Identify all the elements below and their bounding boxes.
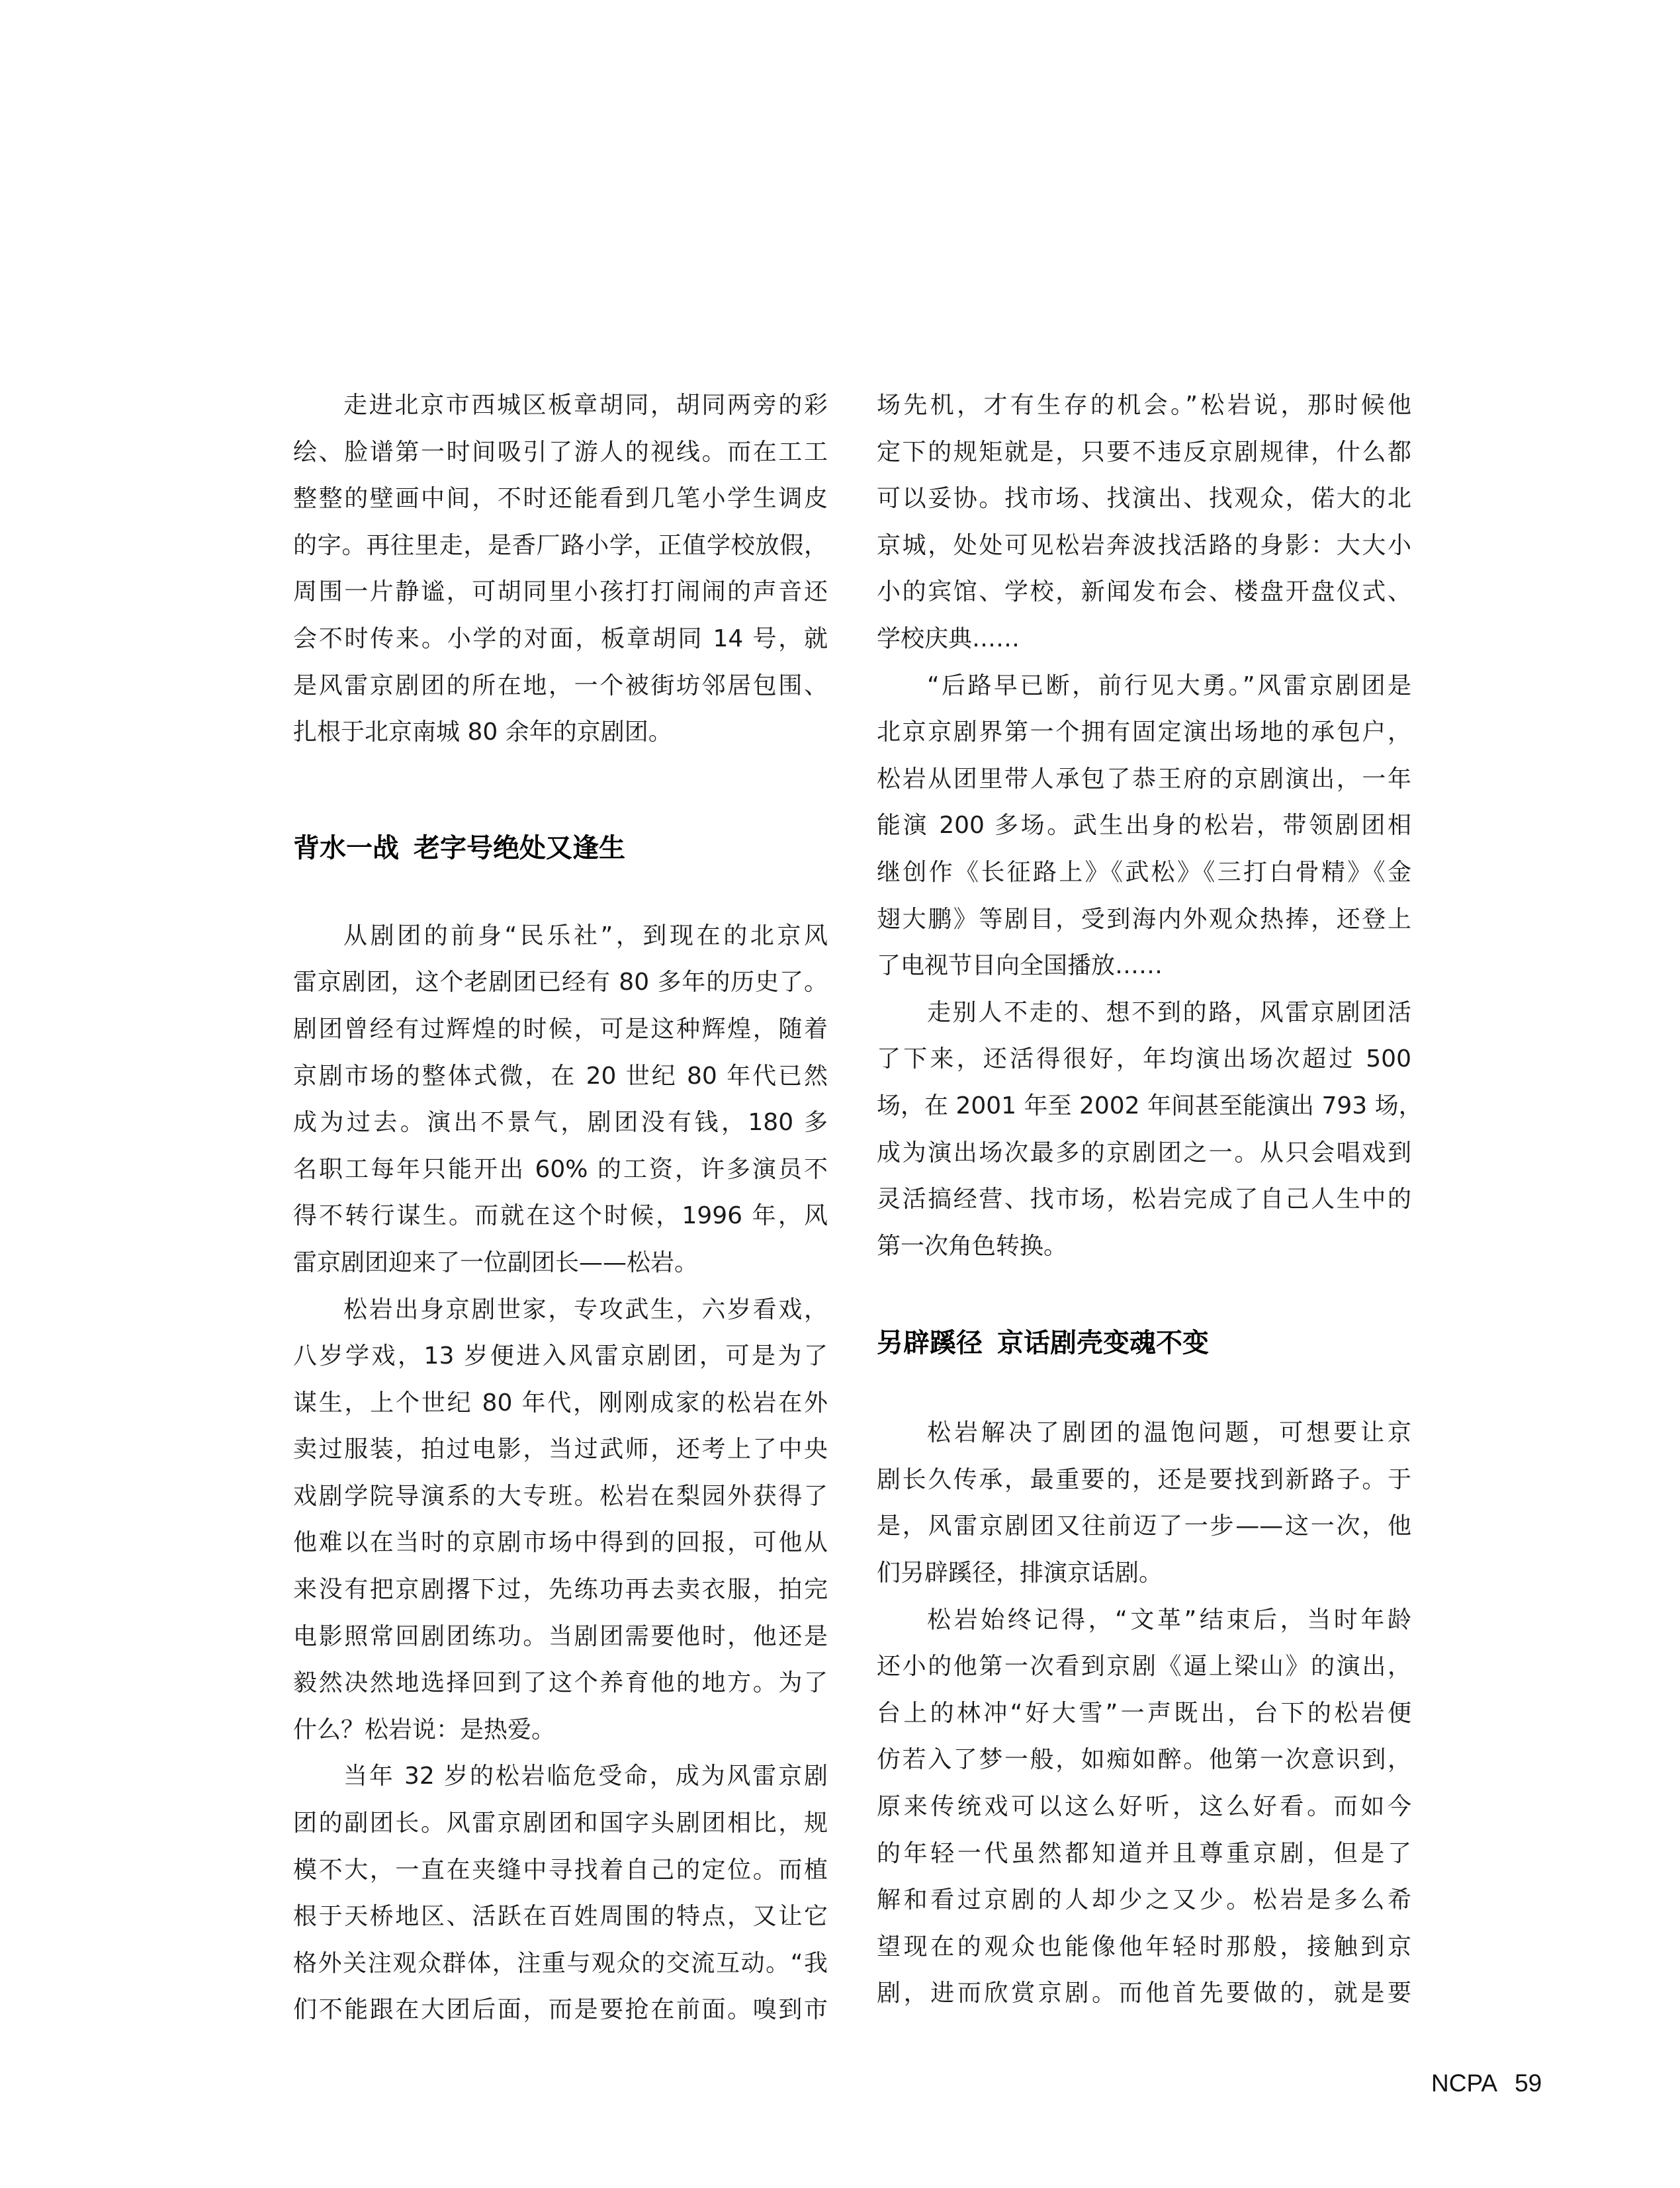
section-heading-2-subtitle: 京话剧壳变魂不变 bbox=[997, 1328, 1209, 1359]
text-line: 翅大鹏》等剧目，受到海内外观众热捧，还登上 bbox=[877, 905, 1411, 933]
text-line: 们不能跟在大团后面，而是要抢在前面。嗅到市 bbox=[293, 1996, 828, 2024]
page-footer bbox=[1431, 2070, 1542, 2097]
text-line: 们另辟蹊径，排演京话剧。 bbox=[877, 1559, 1163, 1587]
text-line: 是风雷京剧团的所在地，一个被街坊邻居包围、 bbox=[293, 672, 828, 699]
paragraph-new-path bbox=[877, 1410, 1411, 1597]
text-line: 电影照常回剧团练功。当剧团需要他时，他还是 bbox=[293, 1622, 828, 1650]
paragraph-contract-performances bbox=[877, 663, 1411, 990]
page-number: 59 bbox=[1515, 2070, 1542, 2097]
text-line: 松岩出身京剧世家，专攻武生，六岁看戏， bbox=[343, 1295, 828, 1323]
text-line: 场先机，才有生存的机会。”松岩说，那时候他 bbox=[877, 392, 1411, 419]
text-line: 可以妥协。找市场、找演出、找观众，偌大的北 bbox=[877, 485, 1411, 513]
text-line: 会不时传来。小学的对面，板章胡同 14 号，就 bbox=[293, 625, 828, 652]
text-line: 仿若入了梦一般，如痴如醉。他第一次意识到， bbox=[877, 1746, 1411, 1774]
text-line: 解和看过京剧的人却少之又少。松岩是多么希 bbox=[877, 1886, 1411, 1914]
text-line: 八岁学戏，13 岁便进入风雷京剧团，可是为了 bbox=[293, 1342, 828, 1370]
text-line: 剧，进而欣赏京剧。而他首先要做的，就是要 bbox=[877, 1980, 1411, 2007]
left-column bbox=[293, 382, 828, 2034]
text-line: 格外关注观众群体，注重与观众的交流互动。“我 bbox=[293, 1949, 828, 1977]
text-line: 谋生，上个世纪 80 年代，刚刚成家的松岩在外 bbox=[293, 1389, 828, 1417]
text-line: 松岩始终记得，“文革”结束后，当时年龄 bbox=[927, 1606, 1411, 1634]
text-line: 什么？松岩说：是热爱。 bbox=[293, 1716, 556, 1743]
text-line: 根于天桥地区、活跃在百姓周围的特点，又让它 bbox=[293, 1903, 828, 1931]
text-line: 周围一片静谧，可胡同里小孩打打闹闹的声音还 bbox=[293, 578, 828, 606]
text-line: 扎根于北京南城 80 余年的京剧团。 bbox=[293, 719, 672, 746]
text-line: 京剧市场的整体式微，在 20 世纪 80 年代已然 bbox=[293, 1062, 828, 1090]
text-line: 得不转行谋生。而就在这个时候，1996 年，风 bbox=[293, 1202, 828, 1230]
right-column bbox=[877, 382, 1423, 2017]
text-line: 松岩从团里带人承包了恭王府的京剧演出，一年 bbox=[877, 765, 1411, 793]
paragraph-songyan-background bbox=[293, 1287, 828, 1754]
section-heading-2-title: 另辟蹊径 bbox=[877, 1328, 983, 1359]
section-heading-2 bbox=[877, 1320, 1411, 1366]
text-line: 当年 32 岁的松岩临危受命，成为风雷京剧 bbox=[343, 1763, 828, 1790]
text-line: 他难以在当时的京剧市场中得到的回报，可他从 bbox=[293, 1529, 828, 1557]
paragraph-deputy-director-continued bbox=[877, 382, 1411, 663]
text-line: 成为演出场次最多的京剧团之一。从只会唱戏到 bbox=[877, 1139, 1411, 1166]
text-line: 学校庆典…… bbox=[877, 625, 1020, 652]
text-line: 场，在 2001 年至 2002 年间甚至能演出 793 场， bbox=[877, 1092, 1423, 1119]
text-line: 还小的他第一次看到京剧《逼上梁山》的演出， bbox=[877, 1653, 1411, 1681]
text-line: 了电视节目向全国播放…… bbox=[877, 952, 1163, 980]
text-line: 戏剧学院导演系的大专班。松岩在梨园外获得了 bbox=[293, 1482, 828, 1510]
text-line: 名职工每年只能开出 60% 的工资，许多演员不 bbox=[293, 1155, 828, 1183]
text-line: 从剧团的前身“民乐社”，到现在的北京风 bbox=[343, 922, 828, 949]
text-line: 雷京剧团迎来了一位副团长——松岩。 bbox=[293, 1248, 699, 1276]
text-line: 北京京剧界第一个拥有固定演出场地的承包户， bbox=[877, 719, 1411, 746]
text-line: 的年轻一代虽然都知道并且尊重京剧，但是了 bbox=[877, 1839, 1411, 1867]
text-line: 的字。再往里走，是香厂路小学，正值学校放假， bbox=[293, 531, 828, 559]
publication-name: NCPA bbox=[1431, 2070, 1498, 2097]
text-line: 第一次角色转换。 bbox=[877, 1232, 1068, 1260]
paragraph-history bbox=[293, 913, 828, 1287]
text-line: 松岩解决了剧团的温饱问题，可想要让京 bbox=[927, 1419, 1411, 1447]
text-line: 灵活搞经营、找市场，松岩完成了自己人生中的 bbox=[877, 1186, 1411, 1213]
text-line: 整整的壁画中间，不时还能看到几笔小学生调皮 bbox=[293, 485, 828, 513]
section-heading-1-title: 背水一战 bbox=[293, 832, 399, 863]
paragraph-deputy-director bbox=[293, 1753, 828, 2034]
section-heading-1-subtitle: 老字号绝处又逢生 bbox=[414, 832, 625, 863]
text-line: 小的宾馆、学校，新闻发布会、楼盘开盘仪式、 bbox=[877, 578, 1411, 606]
text-line: 剧长久传承，最重要的，还是要找到新路子。于 bbox=[877, 1466, 1411, 1493]
text-line: 卖过服装，拍过电影，当过武师，还考上了中央 bbox=[293, 1436, 828, 1464]
text-line: 来没有把京剧撂下过，先练功再去卖衣服，拍完 bbox=[293, 1576, 828, 1604]
text-line: 绘、脸谱第一时间吸引了游人的视线。而在工工 bbox=[293, 438, 828, 466]
text-line: 剧团曾经有过辉煌的时候，可是这种辉煌，随着 bbox=[293, 1015, 828, 1043]
text-line: 成为过去。演出不景气，剧团没有钱，180 多 bbox=[293, 1109, 828, 1137]
text-line: 望现在的观众也能像他年轻时那般，接触到京 bbox=[877, 1933, 1411, 1960]
text-line: 走别人不走的、想不到的路，风雷京剧团活 bbox=[927, 998, 1411, 1026]
text-line: 继创作《长征路上》《武松》《三打白骨精》《金 bbox=[877, 858, 1411, 886]
text-line: 定下的规矩就是，只要不违反京剧规律，什么都 bbox=[877, 438, 1411, 466]
text-line: 团的副团长。风雷京剧团和国字头剧团相比，规 bbox=[293, 1810, 828, 1837]
text-line: 能演 200 多场。武生出身的松岩，带领剧团相 bbox=[877, 812, 1411, 840]
text-line: 京城，处处可见松岩奔波找活路的身影：大大小 bbox=[877, 531, 1411, 559]
text-line: 雷京剧团，这个老剧团已经有 80 多年的历史了。 bbox=[293, 969, 828, 996]
paragraph-survival bbox=[877, 990, 1423, 1270]
text-line: 模不大，一直在夹缝中寻找着自己的定位。而植 bbox=[293, 1856, 828, 1884]
text-line: 台上的林冲“好大雪”一声既出，台下的松岩便 bbox=[877, 1699, 1411, 1727]
paragraph-intro bbox=[293, 382, 828, 756]
text-line: 走进北京市西城区板章胡同，胡同两旁的彩 bbox=[343, 392, 828, 419]
text-line: 是，风雷京剧团又往前迈了一步——这一次，他 bbox=[877, 1512, 1411, 1540]
text-line: 毅然决然地选择回到了这个养育他的地方。为了 bbox=[293, 1669, 828, 1697]
section-heading-1 bbox=[293, 825, 828, 871]
text-line: 了下来，还活得很好，年均演出场次超过 500 bbox=[877, 1045, 1411, 1073]
text-line: 原来传统戏可以这么好听，这么好看。而如今 bbox=[877, 1793, 1411, 1821]
text-line: “后路早已断，前行见大勇。”风雷京剧团是 bbox=[927, 672, 1411, 699]
paragraph-memory bbox=[877, 1597, 1411, 2017]
